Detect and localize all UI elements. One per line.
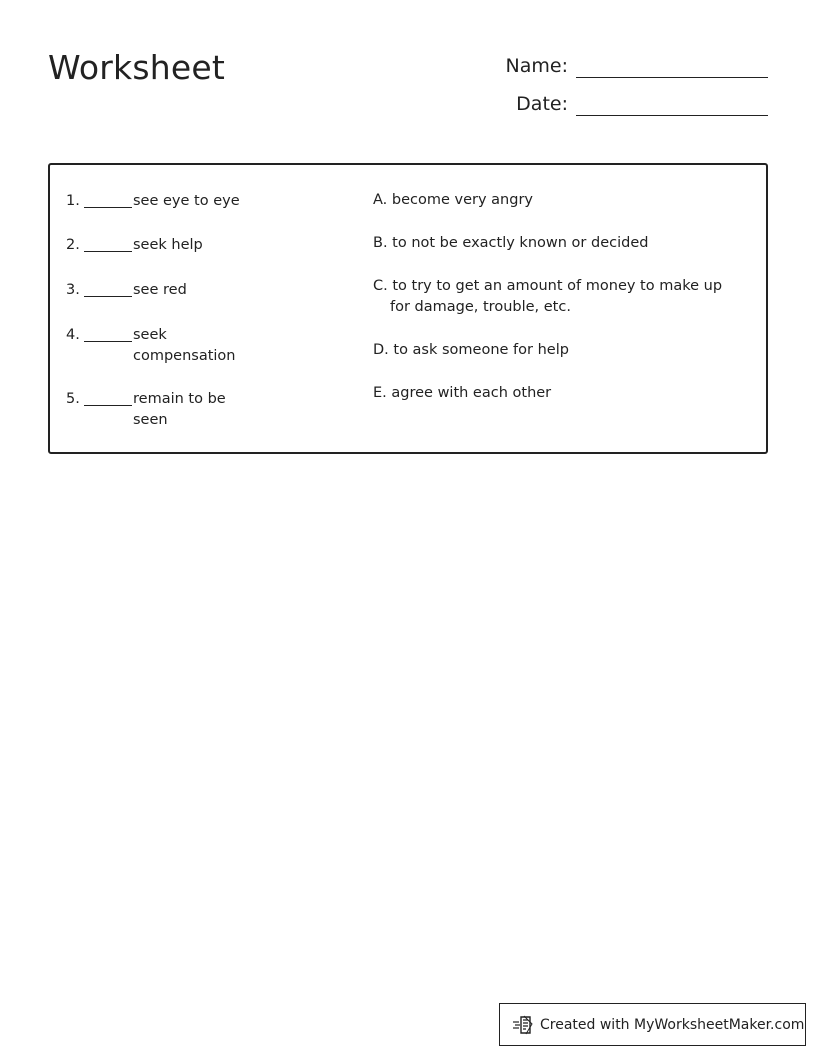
badge-text: Created with MyWorksheetMaker.com — [540, 1016, 805, 1033]
answer-blank — [84, 280, 132, 297]
answer-option: D. to ask someone for help — [373, 342, 569, 358]
worksheet-title: Worksheet — [48, 48, 226, 87]
name-line — [576, 52, 768, 78]
date-field — [516, 90, 768, 116]
question-number: 3. — [66, 282, 80, 298]
question-item — [66, 191, 356, 212]
question-item — [66, 235, 356, 256]
question-text: remain to be seen — [133, 391, 226, 428]
answer-blank — [84, 325, 132, 342]
question-text: seek help — [133, 237, 203, 253]
answer-option: E. agree with each other — [373, 385, 552, 401]
name-label: Name: — [505, 55, 568, 77]
question-item — [66, 280, 356, 301]
answer-option: B. to not be exactly known or decided — [373, 235, 649, 251]
question-text: see red — [133, 282, 187, 298]
answer-blank — [84, 389, 132, 406]
question-item — [66, 389, 356, 431]
matching-box — [48, 163, 768, 454]
answer-option: C. to try to get an amount of money to make up for damage, trouble, etc. — [373, 278, 723, 315]
answer-option: A. become very angry — [373, 192, 533, 208]
created-with-badge[interactable] — [499, 1003, 806, 1046]
worksheet-maker-logo-icon — [512, 1014, 534, 1036]
question-number: 1. — [66, 193, 80, 209]
name-field — [506, 52, 768, 78]
date-line — [576, 90, 768, 116]
question-item — [66, 325, 356, 367]
answer-blank — [84, 235, 132, 252]
answer-blank — [84, 191, 132, 208]
question-text: seek compensation — [133, 327, 236, 364]
date-label: Date: — [516, 93, 568, 115]
question-number: 4. — [66, 327, 80, 343]
question-number: 2. — [66, 237, 80, 253]
question-number: 5. — [66, 391, 80, 407]
question-text: see eye to eye — [133, 193, 240, 209]
